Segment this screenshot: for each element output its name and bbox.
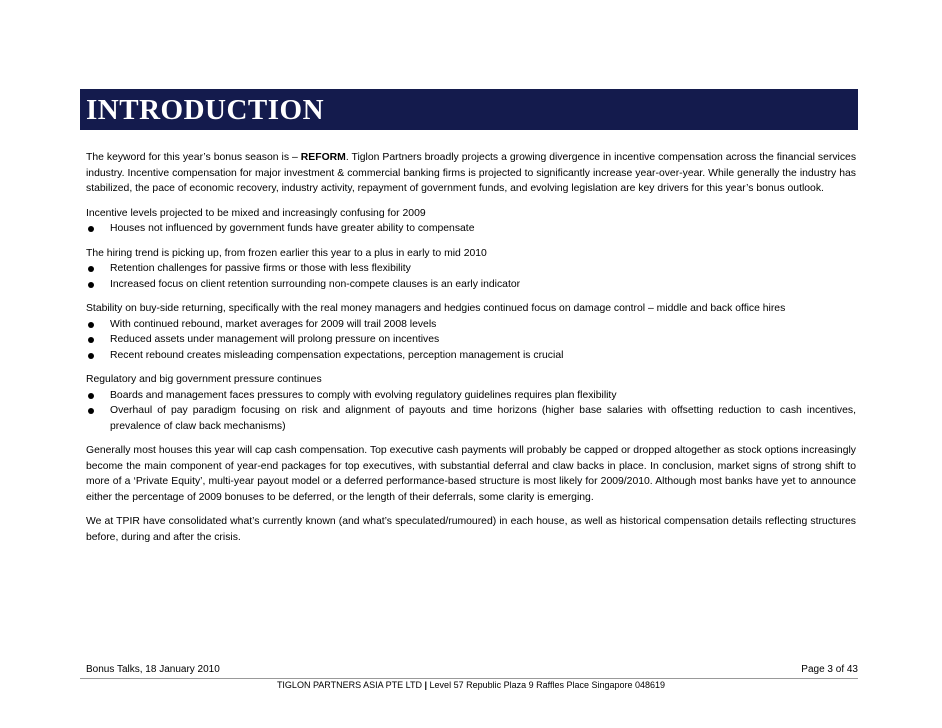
footer-divider — [80, 678, 858, 679]
section-buy-side-stability — [86, 301, 856, 363]
bullet-item: Retention challenges for passive firms or those with less flexibility — [86, 261, 856, 277]
tpir-paragraph: We at TPIR have consolidated what’s currently known (and what’s speculated/rumoured) in each house, as well as historical compensation details reflecting structures before, during and after the crisis. — [86, 516, 856, 543]
bullet-item: With continued rebound, market averages for 2009 will trail 2008 levels — [86, 317, 856, 333]
footer-company: TIGLON PARTNERS ASIA PTE LTD — [276, 680, 422, 690]
intro-text-rest: . Tiglon Partners broadly projects a growing divergence in incentive compensation across the financial services industry. Incentive compensation for major investment & commercial banking firms is projected to significantly increase year-over-year. While generally the industry has stabilized, the pace of economic recovery, industry activity, repayment of government funds, and evolving legislation are key drivers for this year’s bonus outlook. — [86, 152, 857, 194]
section-regulatory-pressure — [86, 372, 856, 434]
page-title: INTRODUCTION — [86, 94, 325, 126]
footer-company-info — [0, 680, 942, 690]
document-body — [86, 150, 856, 554]
bullet-icon — [88, 266, 94, 272]
bullet-item: Reduced assets under management will prolong pressure on incentives — [86, 332, 856, 348]
section-heading: Incentive levels projected to be mixed and increasingly confusing for 2009 — [86, 207, 426, 219]
section-header-bar — [80, 89, 858, 130]
bullet-item: Overhaul of pay paradigm focusing on risk and alignment of payouts and time horizons (higher base salaries with offsetting reduction to cash incentives, prevalence of claw back mechanisms) — [86, 403, 856, 434]
bullet-item: Houses not influenced by government funds have greater ability to compensate — [86, 221, 856, 237]
bullet-icon — [88, 408, 94, 414]
section-heading: Stability on buy-side returning, specifically with the real money managers and hedgies continued focus on damage control – middle and back office hires — [86, 303, 786, 314]
bullet-icon — [88, 226, 94, 232]
conclusion-paragraph: Generally most houses this year will cap cash compensation. Top executive cash payments will probably be capped or dropped altogether as stock options increasingly become the main component of year-end packages for top executives, with substantial deferral and claw backs in place. In conclusion, market signs of strong shift to more of a ‘Private Equity’, multi-year payout model or a deferred performance-based structure is most likely for 2009/2010. Although most banks have yet to announce either the percentage of 2009 bonuses to be deferred, or the length of their deferrals, some clarity is emerging. — [86, 445, 856, 503]
section-heading: The hiring trend is picking up, from frozen earlier this year to a plus in early to mid 2010 — [86, 247, 487, 259]
section-hiring-trend — [86, 246, 856, 293]
bullet-item: Increased focus on client retention surrounding non-compete clauses is an early indicator — [86, 277, 856, 293]
footer-separator: | — [424, 680, 428, 690]
footer-address: Level 57 Republic Plaza 9 Raffles Place Singapore 048619 — [429, 680, 666, 690]
bullet-item: Recent rebound creates misleading compensation expectations, perception management is crucial — [86, 348, 856, 364]
intro-text-start: The keyword for this year’s bonus season is – — [86, 152, 301, 163]
footer-page-number: Page 3 of 43 — [801, 664, 858, 675]
section-heading: Regulatory and big government pressure continues — [86, 374, 322, 385]
keyword-reform: REFORM — [300, 152, 346, 163]
bullet-icon — [88, 322, 94, 328]
bullet-item: Boards and management faces pressures to comply with evolving regulatory guidelines requires plan flexibility — [86, 388, 856, 404]
bullet-icon — [88, 353, 94, 359]
bullet-icon — [88, 393, 94, 399]
bullet-icon — [88, 337, 94, 343]
bullet-icon — [88, 282, 94, 288]
section-incentive-levels — [86, 206, 856, 237]
intro-paragraph — [86, 150, 856, 197]
footer-date: Bonus Talks, 18 January 2010 — [86, 664, 220, 675]
